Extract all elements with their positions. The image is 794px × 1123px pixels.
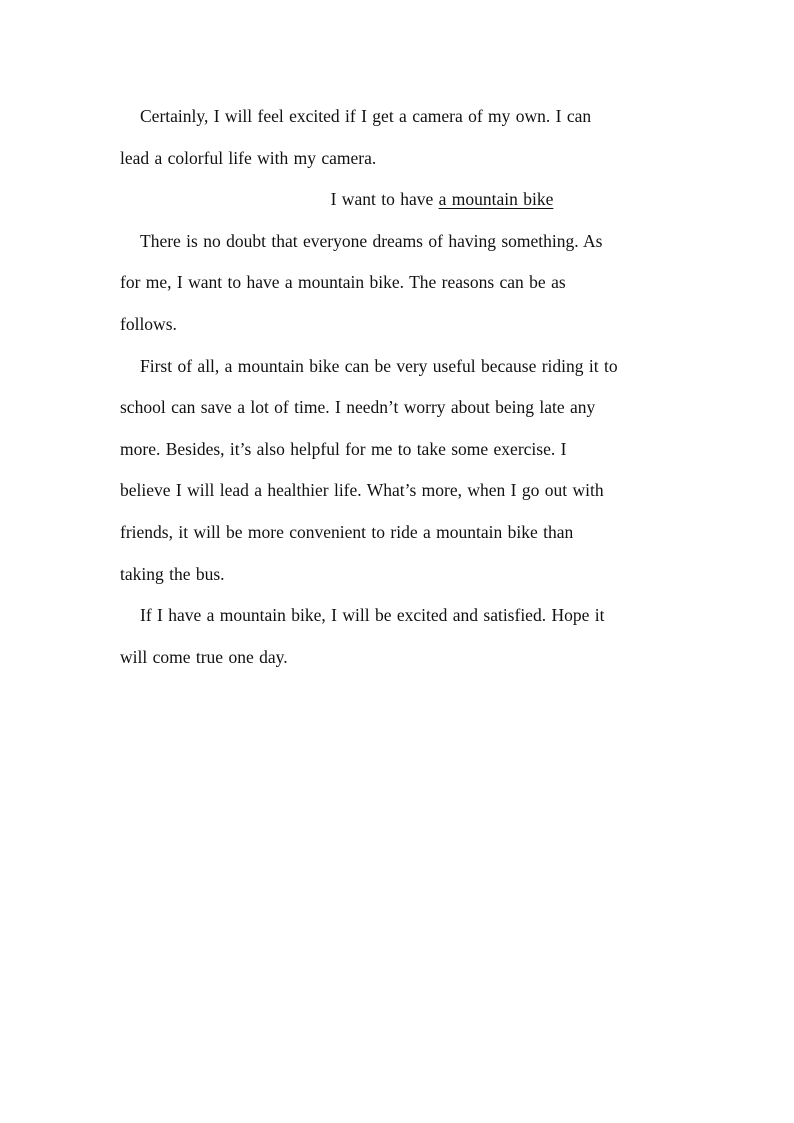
intro-paragraph xyxy=(120,96,676,179)
text-line: for me, I want to have a mountain bike. The reasons can be as xyxy=(120,272,566,293)
paragraph-2 xyxy=(120,346,676,596)
title-prefix: I want to have xyxy=(330,189,439,210)
text-line: believe I will lead a healthier life. What’s more, when I go out with xyxy=(120,480,604,501)
paragraph-1 xyxy=(120,221,676,346)
text-line: lead a colorful life with my camera. xyxy=(120,147,377,168)
text-line: follows. xyxy=(120,313,177,334)
text-line: more. Besides, it’s also helpful for me to take some exercise. I xyxy=(120,438,567,459)
text-line: Certainly, I will feel excited if I get a camera of my own. I can xyxy=(140,106,592,126)
document-body xyxy=(120,96,676,678)
text-line: friends, it will be more convenient to ride a mountain bike than xyxy=(120,521,574,542)
essay-title xyxy=(120,179,676,221)
text-line: There is no doubt that everyone dreams of having something. As xyxy=(140,230,603,251)
text-line: First of all, a mountain bike can be very useful because riding it to xyxy=(140,355,618,376)
title-underlined-blank: a mountain bike xyxy=(438,189,554,210)
text-line: If I have a mountain bike, I will be excited and satisfied. Hope it xyxy=(140,605,605,626)
text-line: will come true one day. xyxy=(120,646,288,667)
text-line: taking the bus. xyxy=(120,563,225,584)
paragraph-3 xyxy=(120,595,676,678)
text-line: school can save a lot of time. I needn’t worry about being late any xyxy=(120,397,596,418)
